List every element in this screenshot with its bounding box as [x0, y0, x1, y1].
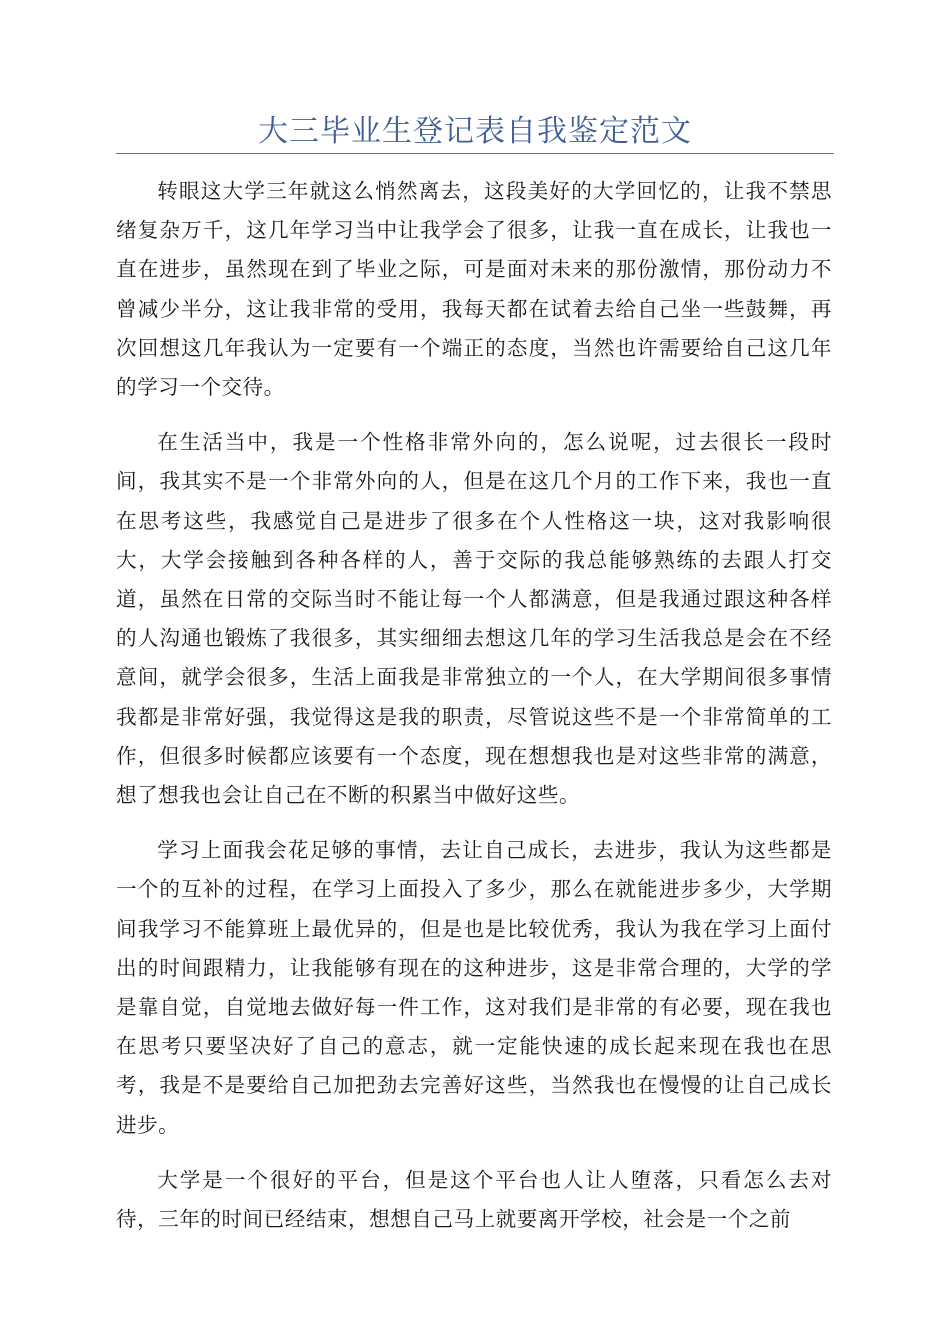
document-title: 大三毕业生登记表自我鉴定范文 — [258, 114, 692, 149]
title-underline — [116, 153, 834, 154]
paragraph-1: 转眼这大学三年就这么悄然离去，这段美好的大学回忆的，让我不禁思绪复杂万千，这几年学习当中让我学会了很多，让我一直在成长，让我也一直在进步，虽然现在到了毕业之际，可是面对未来的那份激情，那份动力不曾减少半分，这让我非常的受用，我每天都在试着去给自己坐一些鼓舞，再次回想这几年我认为一定要有一个端正的态度，当然也许需要给自己这几年的学习一个交待。 — [116, 179, 832, 400]
paragraph-3: 学习上面我会花足够的事情，去让自己成长，去进步，我认为这些都是一个的互补的过程，在学习上面投入了多少，那么在就能进步多少，大学期间我学习不能算班上最优异的，但是也是比较优秀，我认为我在学习上面付出的时间跟精力，让我能够有现在的这种进步，这是非常合理的，大学的学是靠自觉，自觉地去做好每一件工作，这对我们是非常的有必要，现在我也在思考只要坚决好了自己的意志，就一定能快速的成长起来现在我也在思考，我是不是要给自己加把劲去完善好这些，当然我也在慢慢的让自己成长进步。 — [116, 838, 832, 1137]
paragraph-2: 在生活当中，我是一个性格非常外向的，怎么说呢，过去很长一段时间，我其实不是一个非常外向的人，但是在这几个月的工作下来，我也一直在思考这些，我感觉自己是进步了很多在个人性格这一块，这对我影响很大，大学会接触到各种各样的人，善于交际的我总能够熟练的去跟人打交道，虽然在日常的交际当时不能让每一个人都满意，但是我通过跟这种各样的人沟通也锻炼了我很多，其实细细去想这几年的学习生活我总是会在不经意间，就学会很多，生活上面我是非常独立的一个人，在大学期间很多事情我都是非常好强，我觉得这是我的职责，尽管说这些不是一个非常简单的工作，但很多时候都应该要有一个态度，现在想想我也是对这些非常的满意，想了想我也会让自己在不断的积累当中做好这些。 — [116, 430, 832, 808]
document-body — [116, 172, 832, 1255]
paragraph-4: 大学是一个很好的平台，但是这个平台也人让人堕落，只看怎么去对待，三年的时间已经结束，想想自己马上就要离开学校，社会是一个之前 — [116, 1167, 832, 1232]
